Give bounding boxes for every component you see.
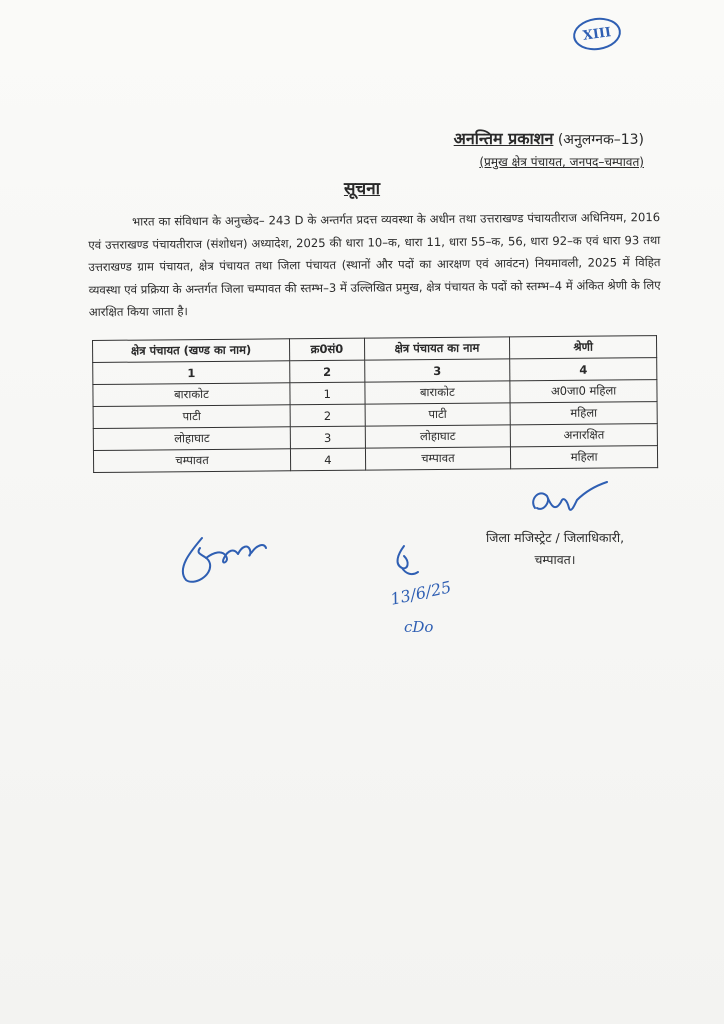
table-row [93,446,657,473]
handwritten-initials-left [172,528,272,588]
signatory-designation: जिला मजिस्ट्रेट / जिलाधिकारी, [485,530,625,545]
cell-category: महिला [510,402,657,425]
header-category: श्रेणी [510,336,657,359]
heading-line [454,127,644,149]
cell-serial: 2 [290,404,365,427]
cell-serial: 1 [290,382,365,405]
cell-panchayat-name: पाटी [365,403,511,426]
magistrate-signature [525,478,615,526]
header-serial: क्र0सं0 [290,338,365,361]
header-block-name: क्षेत्र पंचायत (खण्ड का नाम) [93,339,290,363]
annexure-stamp [571,15,623,53]
column-number: 3 [364,359,510,382]
header-panchayat-name: क्षेत्र पंचायत का नाम [364,337,510,360]
cell-panchayat-name: लोहाघाट [365,425,511,448]
signatory-place: चम्पावत। [534,552,576,567]
column-number: 2 [290,360,365,383]
column-number: 4 [510,358,657,381]
heading-block [454,127,644,170]
cell-category: अनारक्षित [510,424,657,447]
signatory-block [455,527,655,571]
handwritten-note-signature [384,542,454,638]
handwritten-date: 13/6/25 [388,577,453,609]
cell-panchayat-name: बाराकोट [364,381,510,404]
heading-annex: (अनुलग्नक–13) [557,132,644,148]
reservation-table [92,335,658,473]
cell-category: महिला [511,446,658,469]
cell-block-name: पाटी [93,405,290,429]
cell-serial: 3 [290,426,365,449]
cell-block-name: लोहाघाट [93,427,290,451]
stamp-text: XIII [581,24,613,44]
heading-title: अनन्तिम प्रकाशन [453,129,554,148]
notice-title: सूचना [343,179,381,199]
heading-subtitle: (प्रमुख क्षेत्र पंचायत, जनपद–चम्पावत) [479,155,644,169]
cell-block-name: बाराकोट [93,383,290,407]
handwritten-initial: cDo [404,618,434,636]
cell-panchayat-name: चम्पावत [365,447,511,470]
cell-category: अ0जा0 महिला [510,380,657,403]
cell-block-name: चम्पावत [93,449,290,473]
column-number: 1 [93,361,290,385]
cell-serial: 4 [291,448,366,471]
notice-body: भारत का संविधान के अनुच्छेद– 243 D के अन्तर्गत प्रदत्त व्यवस्था के अधीन तथा उत्तराखण्ड पंचायतीराज अधिनियम, 2016 एवं उत्तराखण्ड पंचायतीराज (संशोधन) अध्यादेश, 2025 की धारा 10–क, धारा 11, धारा 55–क, 56, धारा 92–क एवं धारा 93 तथा उत्तराखण्ड ग्राम पंचायत, क्षेत्र पंचायत तथा जिला पंचायत (स्थानों और पदों का आरक्षण एवं आवंटन) नियमावली, 2025 में विहित व्यवस्था एवं प्रक्रिया के अन्तर्गत जिला चम्पावत की स्तम्भ–3 में उल्लिखित प्रमुख, क्षेत्र पंचायत के पदों को स्तम्भ–4 में अंकित श्रेणी के लिए आरक्षित किया जाता है। [88,210,661,319]
